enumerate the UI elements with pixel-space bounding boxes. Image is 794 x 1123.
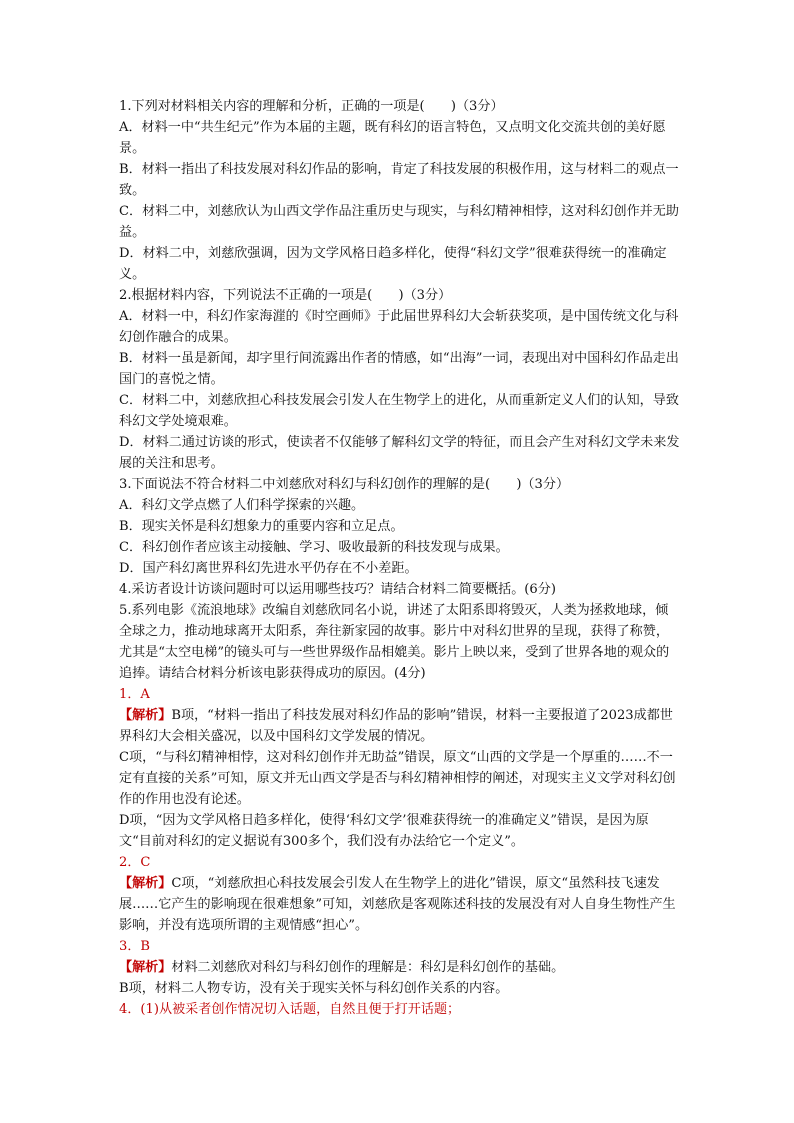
answer-3-analysis-text: 材料二刘慈欣对科幻与科幻创作的理解是：科幻是科幻创作的基础。	[171, 960, 565, 975]
analysis-label: 【解析】	[119, 708, 172, 723]
question-1-option-c: C．材料二中，刘慈欣认为山西文学作品注重历史与现实，与科幻精神相悖，这对科幻创作并无助益。	[119, 204, 679, 240]
question-5-stem: 5.系列电影《流浪地球》改编自刘慈欣同名小说，讲述了太阳系即将毁灭，人类为拯救地球，倾全球之力，推动地球离开太阳系，奔往新家园的故事。影片中对科幻世界的呈现，获得了称赞，尤其是“太空电梯”的镜头可与一些世界级作品相媲美。影片上映以来，受到了世界各地的观众的追捧。请结合材料分析该电影获得成功的原因。(4分)	[119, 603, 670, 681]
answer-1-analysis-text: B项，“材料一指出了科技发展对科幻作品的影响”错误，材料一主要报道了2023成都世界科幻大会相关盛况，以及中国科幻文学发展的情况。	[119, 708, 673, 744]
document-body	[119, 96, 681, 1020]
answer-2-analysis-text: C项，“刘慈欣担心科技发展会引发人在生物学上的进化”错误，原文“虽然科技飞速发展……它产生的影响现在很难想象”可知，刘慈欣是客观陈述科技的发展没有对人自身生物性产生影响，并没有选项所谓的主观情感“担心”。	[119, 876, 676, 933]
answer-1-analysis-d: D项，“因为文学风格日趋多样化，使得‘科幻文学’很难获得统一的准确定义”错误，是因为原文“目前对科幻的定义据说有300多个，我们没有办法给它一个定义”。	[119, 813, 649, 849]
analysis-label: 【解析】	[119, 876, 172, 891]
question-3-option-d: D．国产科幻离世界科幻先进水平仍存在不小差距。	[119, 561, 418, 576]
question-3-option-b: B．现实关怀是科幻想象力的重要内容和立足点。	[119, 519, 404, 534]
answer-4-line-1: 4．(1)从被采者创作情况切入话题，自然且便于打开话题；	[119, 1002, 461, 1017]
answer-3-analysis	[119, 957, 681, 978]
question-3-option-a: A．科幻文学点燃了人们科学探索的兴趣。	[119, 498, 365, 513]
answer-2-key: 2．C	[119, 855, 151, 870]
question-2-stem: 2.根据材料内容，下列说法不正确的一项是( )（3分）	[119, 288, 452, 303]
question-2-option-d: D．材料二通过访谈的形式，使读者不仅能够了解科幻文学的特征，而且会产生对科幻文学未来发展的关注和思考。	[119, 435, 680, 471]
question-2-option-b: B．材料一虽是新闻，却字里行间流露出作者的情感，如“出海”一词，表现出对中国科幻作品走出国门的喜悦之情。	[119, 351, 679, 387]
question-3-option-c: C．科幻创作者应该主动接触、学习、吸收最新的科技发现与成果。	[119, 540, 509, 555]
answer-1-analysis	[119, 705, 681, 747]
answer-1-analysis-c: C项，“与科幻精神相悖，这对科幻创作并无助益”错误，原文“山西的文学是一个厚重的……不一定有直接的关系”可知，原文并无山西文学是否与科幻精神相悖的阐述，对现实主义文学对科幻创作的作用也没有论述。	[119, 750, 676, 807]
question-1-stem: 1.下列对材料相关内容的理解和分析，正确的一项是( )（3分）	[119, 99, 504, 114]
question-1-option-a: A．材料一中“共生纪元”作为本届的主题，既有科幻的语言特色，又点明文化交流共创的美好愿景。	[119, 120, 666, 156]
question-1-option-d: D．材料二中，刘慈欣强调，因为文学风格日趋多样化，使得“科幻文学”很难获得统一的准确定义。	[119, 246, 667, 282]
answer-3-key: 3．B	[119, 939, 151, 954]
answer-1-key: 1．A	[119, 687, 150, 702]
question-2-option-a: A．材料一中，科幻作家海漄的《时空画师》于此届世界科幻大会斩获奖项，是中国传统文化与科幻创作融合的成果。	[119, 309, 679, 345]
answer-2-analysis	[119, 873, 681, 936]
answer-3-analysis-b: B项，材料二人物专访，没有关于现实关怀与科幻创作关系的内容。	[119, 981, 509, 996]
question-3-stem: 3.下面说法不符合材料二中刘慈欣对科幻与科幻创作的理解的是( )（3分）	[119, 477, 570, 492]
question-4-stem: 4.采访者设计访谈问题时可以运用哪些技巧？请结合材料二简要概括。(6分)	[119, 582, 556, 597]
question-1-option-b: B．材料一指出了科技发展对科幻作品的影响，肯定了科技发展的积极作用，这与材料二的观点一致。	[119, 162, 679, 198]
question-2-option-c: C．材料二中，刘慈欣担心科技发展会引发人在生物学上的进化，从而重新定义人们的认知，导致科幻文学处境艰难。	[119, 393, 679, 429]
analysis-label: 【解析】	[119, 960, 172, 975]
